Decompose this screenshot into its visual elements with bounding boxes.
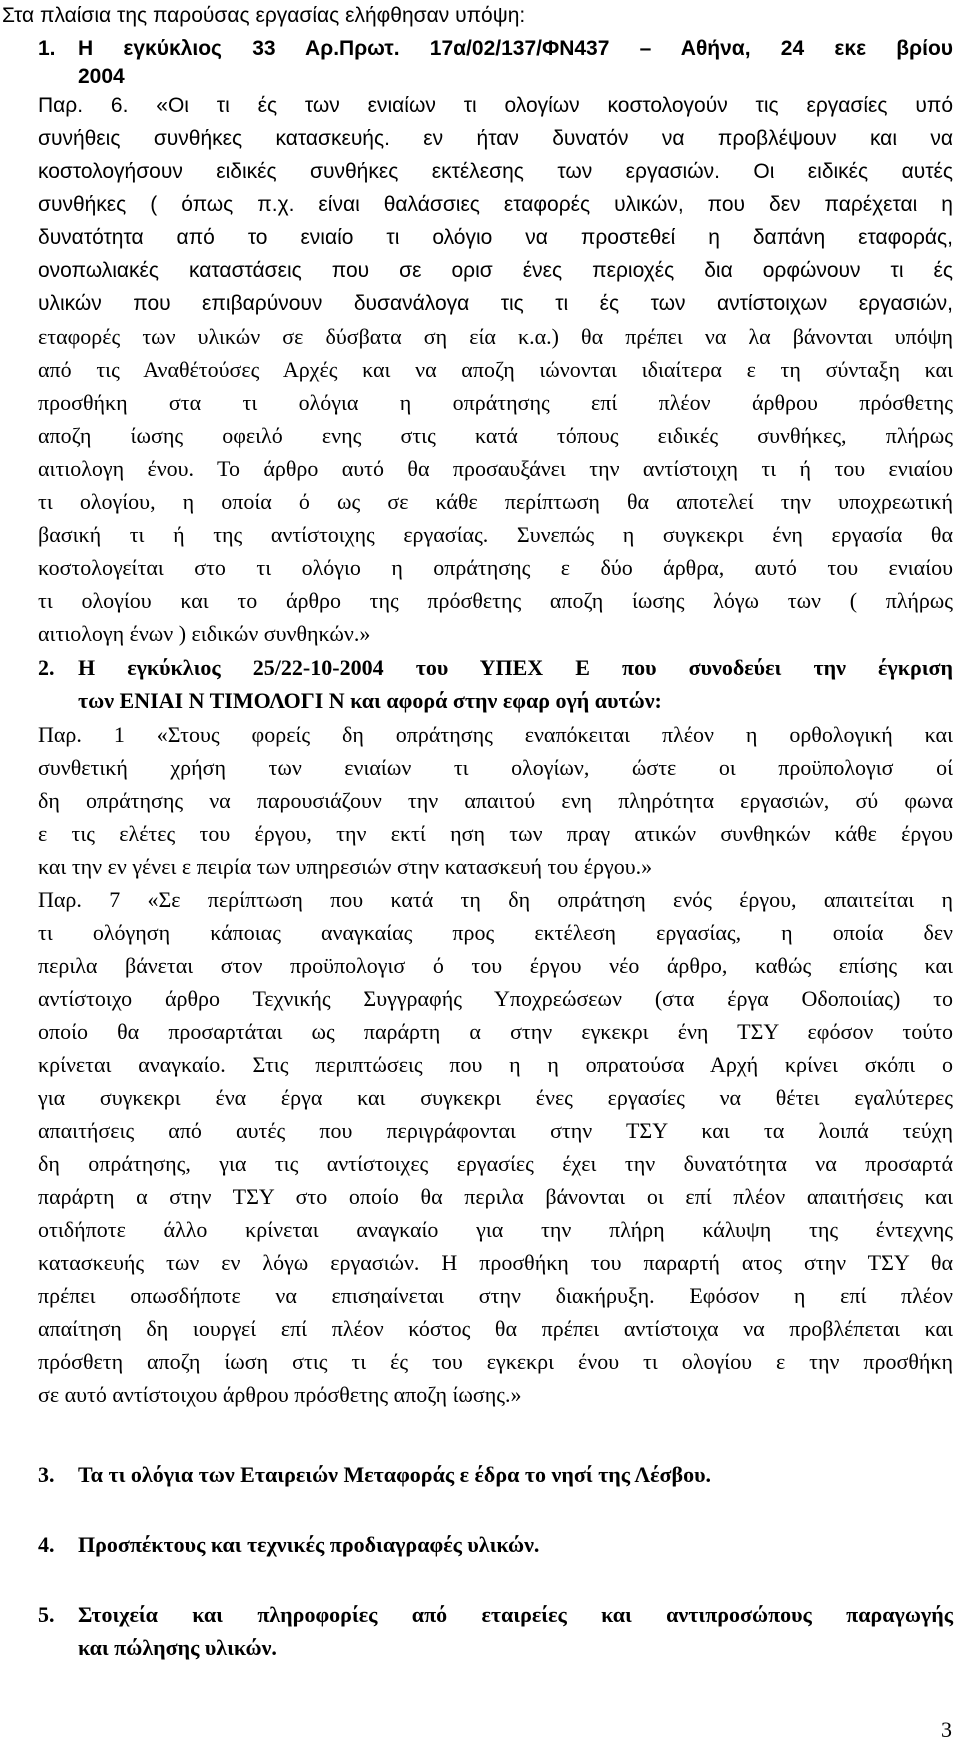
item2-para1-line: Παρ. 1 «Στους φορείς δη οπράτησης εναπόκειται πλέον η ορθολογική και [38, 722, 953, 747]
item2-para2-line: Παρ. 7 «Σε περίπτωση που κατά τη δη οπράτηση ενός έργου, απαιτείται η [38, 887, 953, 912]
item2-heading-line-1: Η εγκύκλιος 25/22-10-2004 του ΥΠΕΧ Ε που συνοδεύει την έγκριση [78, 655, 953, 680]
item2-para2-line: οποίο θα προσαρτάται ως παράρτη α στην εγκεκρι ένη ΤΣΥ εφόσον τούτο [38, 1019, 953, 1044]
item2-para2-line: οτιδήποτε άλλο κρίνεται αναγκαίο για την πλήρη κάλυψη της έντεχνης [38, 1217, 953, 1242]
item1-line: τι ολογίου και το άρθρο της πρόσθετης αποζη ίωσης λόγω των ( πλήρως [38, 588, 953, 613]
item2-heading-line-2: των ΕΝΙΑΙ Ν ΤΙΜΟΛΟΓΙ Ν και αφορά στην εφαρ ογή αυτών: [78, 688, 662, 713]
item5-number: 5. [38, 1602, 55, 1627]
item2-para1-line: και την εν γένει ε πειρία των υπηρεσιών στην κατασκευή του έργου.» [38, 854, 653, 879]
item2-para2-line: τι ολόγηση κάποιας αναγκαίας προς εκτέλεση εργασίας, η οποία δεν [38, 920, 953, 945]
item1-line: βασική τι ή της αντίστοιχης εργασίας. Συνεπώς η συγκεκρι ένη εργασία θα [38, 522, 953, 547]
item1-line: συνθήκες ( όπως π.χ. είναι θαλάσσιες εταφορές υλικών, που δεν παρέχεται η [38, 193, 953, 216]
item5-line-1: Στοιχεία και πληροφορίες από εταιρείες και αντιπροσώπους παραγωγής [78, 1602, 953, 1627]
item2-para2-line: απαιτήσεις από αυτές που περιγράφονται στην ΤΣΥ και τα λοιπά τεύχη [38, 1118, 953, 1143]
item2-para2-line: σε αυτό αντίστοιχου άρθρου πρόσθετης αποζη ίωσης.» [38, 1382, 522, 1407]
item1-heading-line-1: Η εγκύκλιος 33 Αρ.Πρωτ. 17α/02/137/ΦΝ437 – Αθήνα, 24 εκε βρίου [78, 37, 953, 60]
item3-text: Τα τι ολόγια των Εταιρειών Μεταφοράς ε έδρα το νησί της Λέσβου. [78, 1462, 711, 1487]
page-number: 3 [941, 1717, 952, 1742]
item1-paragraph [38, 89, 953, 650]
item2-paragraph-1 [38, 718, 953, 883]
item2-para2-line: παράρτη α στην ΤΣΥ στο οποίο θα περιλα βάνονται οι επί πλέον απαιτήσεις και [38, 1184, 953, 1209]
item1-line: εταφορές των υλικών σε δύσβατα ση εία κ.α.) θα πρέπει να λα βάνονται υπόψη [38, 324, 953, 349]
item2-para2-line: για συγκεκρι ένα έργα και συγκεκρι ένες εργασίες να θέτει εγαλύτερες [38, 1085, 953, 1110]
item1-line: Παρ. 6. «Οι τι ές των ενιαίων τι ολογίων κοστολογούν τις εργασίες υπό [38, 94, 953, 117]
intro-text: Στα πλαίσια της παρούσας εργασίας ελήφθησαν υπόψη: [2, 4, 526, 27]
item3-number: 3. [38, 1462, 55, 1487]
item2-para2-line: πρέπει οπωσδήποτε να επισηαίνεται στην διακήρυξη. Εφόσον η επί πλέον [38, 1283, 953, 1308]
item2-para2-line: περιλα βάνεται στον προϋπολογισ ό του έργου νέο άρθρο, καθώς επίσης και [38, 953, 953, 978]
item1-line: κοστολογήσουν ειδικές συνθήκες εκτέλεσης των εργασιών. Οι ειδικές αυτές [38, 160, 953, 183]
item1-line: αποζη ίωσης οφειλό ενης στις κατά τόπους ειδικές συνθήκες, πλήρως [38, 423, 953, 448]
item4-number: 4. [38, 1532, 55, 1557]
item2-para2-line: απαίτηση δη ιουργεί επί πλέον κόστος θα πρέπει αντίστοιχα να προβλέπεται και [38, 1316, 953, 1341]
item1-line: τι ολογίου, η οποία ό ως σε κάθε περίπτωση θα αποτελεί την υποχρεωτική [38, 489, 953, 514]
item2-para2-line: κρίνεται αναγκαίο. Στις περιπτώσεις που η η οπρατούσα Αρχή κρίνει σκόπι ο [38, 1052, 953, 1077]
item5-line-2: και πώλησης υλικών. [78, 1635, 277, 1660]
item4-text: Προσπέκτους και τεχνικές προδιαγραφές υλικών. [78, 1532, 540, 1557]
item2-para2-line: αντίστοιχο άρθρο Τεχνικής Συγγραφής Υποχρεώσεων (στα έργα Οδοποιίας) το [38, 986, 953, 1011]
item1-line: από τις Αναθέτούσες Αρχές και να αποζη ιώνονται ιδιαίτερα ε τη σύνταξη και [38, 357, 953, 382]
item1-line: αιτιολογη ένων ) ειδικών συνθηκών.» [38, 621, 371, 646]
item1-heading-line-2: 2004 [78, 65, 125, 88]
item2-para2-line: κατασκευής των εν λόγω εργασιών. Η προσθήκη του παραρτή ατος στην ΤΣΥ θα [38, 1250, 953, 1275]
item1-line: προσθήκη στα τι ολόγια η οπράτησης επί πλέον άρθρου πρόσθετης [38, 390, 953, 415]
item1-line: συνήθεις συνθήκες κατασκευής. εν ήταν δυνατόν να προβλέψουν και να [38, 127, 953, 150]
item1-line: δυνατότητα από το ενιαίο τι ολόγιο να προστεθεί η δαπάνη εταφοράς, [38, 226, 953, 249]
item2-number: 2. [38, 655, 55, 680]
item2-para2-line: δη οπράτησης, για τις αντίστοιχες εργασίες έχει την δυνατότητα να προσαρτά [38, 1151, 953, 1176]
item2-para1-line: δη οπράτησης να παρουσιάζουν την απαιτού ενη πληρότητα εργασιών, σύ φωνα [38, 788, 953, 813]
item1-line: ονοπωλιακές καταστάσεις που σε ορισ ένες περιοχές δια ορφώνουν τι ές [38, 259, 953, 282]
item1-number: 1. [38, 37, 56, 60]
item2-para1-line: συνθετική χρήση των ενιαίων τι ολογίων, ώστε οι προϋπολογισ οί [38, 755, 953, 780]
item2-paragraph-2 [38, 883, 953, 1411]
item2-para1-line: ε τις ελέτες του έργου, την εκτί ηση των πραγ ατικών συνθηκών κάθε έργου [38, 821, 953, 846]
item2-para2-line: πρόσθετη αποζη ίωση στις τι ές του εγκεκρι ένου τι ολογίου ε την προσθήκη [38, 1349, 953, 1374]
item1-line: αιτιολογη ένου. Το άρθρο αυτό θα προσαυξάνει την αντίστοιχη τι ή του ενιαίου [38, 456, 953, 481]
item1-line: υλικών που επιβαρύνουν δυσανάλογα τις τι ές των αντίστοιχων εργασιών, [38, 292, 953, 315]
item1-line: κοστολογείται στο τι ολόγιο η οπράτησης ε δύο άρθρα, αυτό του ενιαίου [38, 555, 953, 580]
